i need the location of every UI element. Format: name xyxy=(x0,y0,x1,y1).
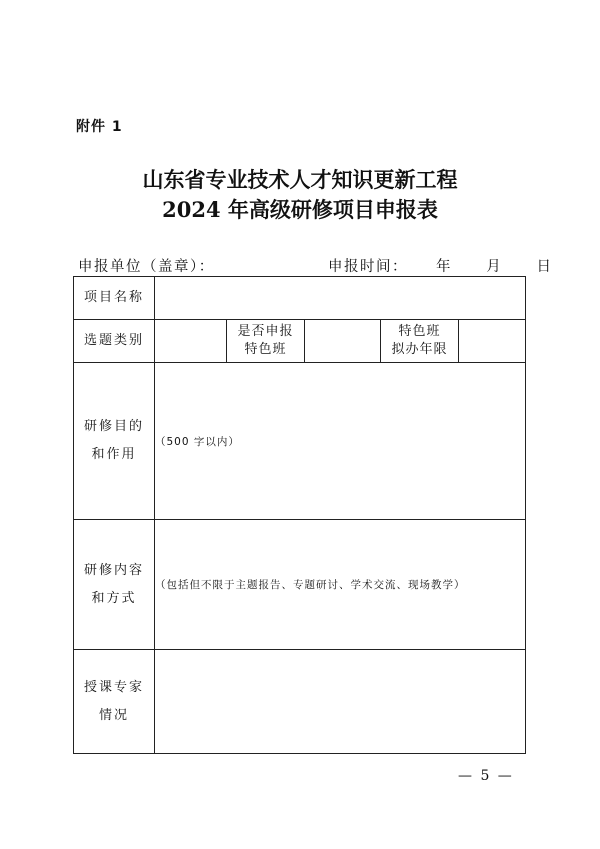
purpose-field[interactable] xyxy=(155,363,526,520)
form-title-line2: 2024 年高级研修项目申报表 xyxy=(162,197,438,222)
content-label-line2: 和方式 xyxy=(91,590,137,606)
content-label-line1: 研修内容 xyxy=(83,562,144,578)
form-title-line1: 山东省专业技术人才知识更新工程 xyxy=(142,167,458,192)
purpose-hint: （500 字以内） xyxy=(155,435,240,448)
special-class-years-line2: 拟办年限 xyxy=(391,342,448,357)
date-year-label: 年 xyxy=(436,259,452,275)
content-label xyxy=(74,520,155,650)
purpose-label-line1: 研修目的 xyxy=(83,419,144,434)
attachment-label: 附件 1 xyxy=(76,119,123,135)
page-number: — 5 — xyxy=(458,768,514,784)
row-topic-category xyxy=(74,320,526,363)
row-project-name xyxy=(74,277,526,320)
project-name-field[interactable] xyxy=(155,277,526,320)
date-day-label: 日 xyxy=(536,259,553,275)
special-class-years-label xyxy=(381,320,459,363)
row-content xyxy=(74,520,526,650)
row-purpose xyxy=(74,363,526,520)
purpose-label-line2: 和作用 xyxy=(91,447,137,462)
content-hint: （包括但不限于主题报告、专题研讨、学术交流、现场教学） xyxy=(155,579,466,591)
apply-time-label: 申报时间： xyxy=(328,259,408,275)
topic-category-field[interactable] xyxy=(155,320,227,363)
row-experts xyxy=(74,650,526,754)
experts-label-line1: 授课专家 xyxy=(83,679,144,695)
application-form-table xyxy=(73,276,526,754)
experts-field[interactable] xyxy=(155,650,526,754)
date-month-label: 月 xyxy=(486,259,503,275)
applicant-unit-label: 申报单位（盖章）： xyxy=(78,259,215,275)
topic-category-label: 选题类别 xyxy=(74,320,155,363)
content-field[interactable] xyxy=(155,520,526,650)
special-class-apply-line1: 是否申报 xyxy=(237,324,294,339)
special-class-apply-line2: 特色班 xyxy=(244,342,287,357)
apply-date-fields xyxy=(436,255,552,276)
special-class-apply-label xyxy=(227,320,305,363)
purpose-label xyxy=(74,363,155,520)
special-class-years-line1: 特色班 xyxy=(398,324,441,339)
special-class-apply-field[interactable] xyxy=(305,320,381,363)
project-name-label: 项目名称 xyxy=(74,277,155,320)
special-class-years-field[interactable] xyxy=(459,320,526,363)
experts-label xyxy=(74,650,155,754)
experts-label-line2: 情况 xyxy=(98,707,129,723)
